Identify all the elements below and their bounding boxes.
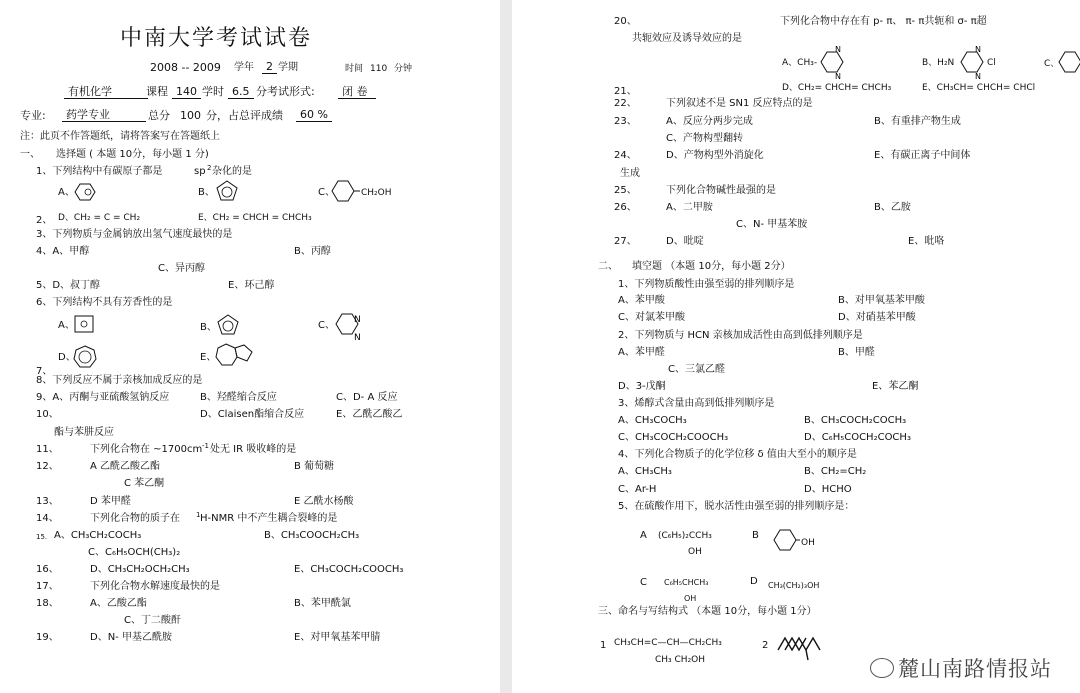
fill2-option-c: C、三氯乙醛: [668, 364, 725, 375]
q24-option-e: E、有碳正离子中间体: [874, 150, 971, 161]
q4-option-b: B、丙醇: [294, 246, 331, 257]
q11-stem: 下列化合物在 ~1700cm: [90, 444, 203, 455]
q25-stem: 下列化合物碱性最强的是: [666, 185, 776, 196]
section1-title: 选择题 ( 本题 10分，每小题 1 分): [56, 149, 209, 160]
q20-b-chloro: Cl: [987, 58, 996, 68]
q2-number: 2、: [36, 215, 53, 226]
fill3-option-a: A、CH₃COCH₃: [618, 415, 687, 426]
q20-a-n-bottom: N: [835, 72, 841, 81]
time-label: 时间: [345, 64, 364, 74]
q15-option-c: C、C₆H₅OCH(CH₃)₂: [88, 547, 181, 558]
total-label: 总分: [148, 109, 170, 122]
q14-sup: 1: [196, 511, 201, 519]
q23-option-c: C、产物构型翻转: [666, 133, 743, 144]
q21-number: 21、: [614, 86, 637, 97]
q23-option-b: B、有重排产物生成: [874, 116, 961, 127]
q14-stem: 下列化合物的质子在: [90, 513, 180, 524]
q20-option-e: E、CH₃CH= CHCH= CHCl: [922, 83, 1036, 93]
q18-option-c: C、丁二酸酐: [124, 615, 181, 626]
q9-option-a: 9、A、丙酮与亚硫酸氢钠反应: [36, 392, 170, 403]
q11-sup: -1: [202, 442, 209, 450]
naming1-formula: CH₃CH=C—CH—CH₂CH₃: [614, 638, 722, 648]
term-value: 2: [262, 61, 277, 74]
q18-number: 18、: [36, 598, 59, 609]
fill5-c-formula: C₆H₅CHCH₃: [664, 578, 709, 587]
cyclobutadiene-structure: [72, 314, 96, 334]
q20-option-b: B、H₂N: [922, 58, 955, 68]
exam-page-right: [512, 0, 1080, 693]
section3-title: 三、命名与写结构式 （本题 10分，每小题 1分）: [598, 606, 817, 617]
fill5-c-hydroxyl: OH: [684, 594, 697, 603]
wechat-icon: [870, 658, 894, 678]
q27-number: 27、: [614, 236, 637, 247]
q5-option-d: 5、D、叔丁醇: [36, 280, 101, 291]
naming2-number: 2: [762, 640, 769, 651]
exam-title: 中南大学考试试卷: [120, 26, 313, 51]
q1-option-a: A、: [58, 187, 75, 198]
fill1-stem: 1、下列物质酸性由强至弱的排列顺序是: [618, 279, 795, 290]
q6-option-a: A、: [58, 320, 75, 331]
cyclopentadienyl-anion-structure: [214, 178, 240, 204]
q16-option-d: D、CH₃CH₂OCH₂CH₃: [90, 564, 190, 575]
fill5-d-formula: CH₃(CH₂)₃OH: [768, 581, 820, 590]
q7-option-e: E、: [200, 352, 217, 363]
q22-number: 22、: [614, 98, 637, 109]
fill5-option-b: B: [752, 530, 759, 541]
answer-note: 注：此页不作答题纸，请将答案写在答题纸上: [20, 131, 220, 142]
q24-number: 24、: [614, 150, 637, 161]
q10-number: 10、: [36, 409, 59, 420]
section2-number: 二、: [598, 261, 618, 272]
q15-option-a: A、CH₃CH₂COCH₃: [54, 530, 142, 541]
q20-b-n-bottom: N: [975, 72, 981, 81]
fill1-option-c: C、对氯苯甲酸: [618, 312, 685, 323]
q20-a-n-top: N: [835, 45, 841, 54]
aminopyrimidine-ring: [958, 45, 986, 79]
q25-number: 25、: [614, 185, 637, 196]
fill5-a-formula: (C₆H₅)₂CCH₃: [658, 531, 712, 541]
naming1-substituents: CH₃ CH₂OH: [655, 655, 706, 665]
school-year: 2008 -- 2009: [150, 61, 221, 74]
benzene-ring-partial: [1057, 50, 1080, 76]
q23-number: 23、: [614, 116, 637, 127]
term-suffix: 学期: [278, 62, 298, 73]
fill3-option-c: C、CH₃COCH₂COOCH₃: [618, 432, 729, 443]
q18-option-a: A、乙酸乙酯: [90, 598, 147, 609]
q13-option-d: D 苯甲醛: [90, 496, 131, 507]
fill5-stem: 5、在硫酸作用下，脱水活性由强至弱的排列顺序是：: [618, 501, 855, 512]
q1-tail: 杂化的是: [212, 166, 252, 177]
q1-stem: 1、下列结构中有碳原子都是: [36, 166, 163, 177]
fill5-option-d: D: [750, 576, 758, 587]
fill1-option-d: D、对硝基苯甲酸: [838, 312, 916, 323]
q18-option-b: B、苯甲酰氯: [294, 598, 351, 609]
q11-number: 11、: [36, 444, 59, 455]
fill5-option-c: C: [640, 577, 647, 588]
q6-option-b: B、: [200, 322, 217, 333]
q7-option-d: D、: [58, 352, 76, 363]
fill2-option-e: E、苯乙酮: [872, 381, 919, 392]
q10-option-e: E、乙酰乙酸乙: [336, 409, 403, 420]
exam-form: 闭 卷: [338, 86, 376, 99]
fill2-option-a: A、苯甲醛: [618, 347, 665, 358]
hours-label: 学时: [202, 85, 224, 98]
q8-stem: 8、下列反应不属于亲核加成反应的是: [36, 375, 203, 386]
q24-continued: 生成: [620, 168, 640, 179]
q13-number: 13、: [36, 496, 59, 507]
fill4-option-b: B、CH₂=CH₂: [804, 466, 867, 477]
svg-text:N: N: [354, 315, 361, 325]
q20-option-a: A、CH₃-: [782, 58, 818, 68]
q10-option-d: D、Claisen酯缩合反应: [200, 409, 305, 420]
q19-option-d: D、N- 甲基乙酰胺: [90, 632, 172, 643]
q2-option-e: E、CH₂ = CHCH = CHCH₃: [198, 213, 312, 223]
fill1-option-b: B、对甲氧基苯甲酸: [838, 295, 925, 306]
time-unit: 分钟: [394, 64, 413, 74]
q12-option-a: A 乙酰乙酸乙酯: [90, 461, 161, 472]
cyclopentadienyl-ring-b: [214, 312, 242, 338]
q12-number: 12、: [36, 461, 59, 472]
q26-option-c: C、N- 甲基苯胺: [736, 219, 808, 230]
fill2-option-d: D、3-戊酮: [618, 381, 666, 392]
skeletal-alkane-structure: [776, 628, 836, 664]
fill3-stem: 3、烯醇式含量由高到低排列顺序是: [618, 398, 775, 409]
q15-number: 15.: [36, 533, 48, 541]
watermark-text: [870, 653, 1052, 683]
fill5-b-hydroxyl: OH: [801, 538, 815, 548]
term-label: 学年: [234, 62, 254, 73]
credits-label: 分考试形式:: [256, 85, 315, 98]
methylpyrimidine-ring: [818, 45, 846, 79]
fill5-option-a: A: [640, 530, 647, 541]
q22-stem: 下列叙述不是 SN1 反应特点的是: [666, 98, 813, 109]
q19-number: 19、: [36, 632, 59, 643]
q20-stem: 下列化合物中存在有 p- π、 π- π共轭和 σ- π超: [780, 16, 987, 27]
fill5-a-hydroxyl: OH: [688, 547, 702, 557]
q11-tail: 处无 IR 吸收峰的是: [210, 444, 297, 455]
q27-option-e: E、吡咯: [908, 236, 945, 247]
q20-continued: 共轭效应及诱导效应的是: [632, 33, 742, 44]
exam-page-left: [0, 0, 500, 693]
credits-value: 6.5: [228, 86, 254, 99]
q14-tail: H-NMR 中不产生耦合裂峰的是: [200, 513, 338, 524]
section2-title: 填空题 （本题 10分，每小题 2分）: [632, 261, 791, 272]
q16-number: 16、: [36, 564, 59, 575]
q6-stem: 6、下列结构不具有芳香性的是: [36, 297, 173, 308]
fill2-option-b: B、甲醛: [838, 347, 875, 358]
q10-continued: 酯与苯肼反应: [54, 427, 114, 438]
q7-number: 7、: [36, 366, 53, 377]
q20-number: 20、: [614, 16, 637, 27]
q14-number: 14、: [36, 513, 59, 524]
svg-text:N: N: [354, 333, 361, 343]
time-value: 110: [370, 64, 388, 74]
benzyl-alcohol-ring: [330, 179, 360, 203]
hours-value: 140: [172, 86, 201, 99]
watermark-label: 麓山南路情报站: [898, 657, 1052, 681]
fill1-option-a: A、苯甲酸: [618, 295, 665, 306]
cycloheptatrienyl-structure: [72, 344, 98, 370]
fill3-option-b: B、CH₃COCH₂COCH₃: [804, 415, 907, 426]
fill4-option-c: C、Ar-H: [618, 484, 657, 495]
q4-option-a: 4、A、甲醇: [36, 246, 90, 257]
percent-value: 60 %: [296, 109, 332, 122]
q26-option-b: B、乙胺: [874, 202, 911, 213]
q9-option-c: C、D- A 反应: [336, 392, 398, 403]
fill4-option-a: A、CH₃CH₃: [618, 466, 672, 477]
section1-number: 一、: [20, 149, 40, 160]
q13-option-e: E 乙酰水杨酸: [294, 496, 354, 507]
q9-option-b: B、羟醛缩合反应: [200, 392, 277, 403]
major-label: 专业:: [20, 109, 46, 122]
total-value: 100: [180, 109, 201, 122]
q1-c-group: CH₂OH: [361, 188, 392, 198]
naming1-number: 1: [600, 640, 607, 651]
q12-option-c: C 苯乙酮: [124, 478, 165, 489]
q24-option-d: D、产物构型外消旋化: [666, 150, 764, 161]
q26-number: 26、: [614, 202, 637, 213]
q16-option-e: E、CH₃COCH₂COOCH₃: [294, 564, 404, 575]
azulene-structure: [214, 342, 258, 370]
q1-sp: sp: [194, 166, 206, 177]
course-label: 课程: [146, 85, 168, 98]
fill4-option-d: D、HCHO: [804, 484, 852, 495]
q1-option-c: C、: [318, 187, 335, 198]
q6-option-c: C、: [318, 320, 335, 331]
q20-option-c: C、: [1044, 59, 1060, 69]
q17-stem: 下列化合物水解速度最快的是: [90, 581, 220, 592]
fill3-option-d: D、C₆H₅COCH₂COCH₃: [804, 432, 911, 443]
q4-option-c: C、异丙醇: [158, 263, 205, 274]
q1-sup: 2: [207, 164, 212, 172]
q1-option-b: B、: [198, 187, 215, 198]
total-unit: 分，占总评成绩: [206, 109, 283, 122]
cyclohexanol-ring: [772, 528, 802, 552]
q20-option-d: D、CH₂= CHCH= CHCH₃: [782, 83, 892, 93]
q19-option-e: E、对甲氧基苯甲腈: [294, 632, 381, 643]
q20-b-n-top: N: [975, 45, 981, 54]
fill2-stem: 2、下列物质与 HCN 亲核加成活性由高到低排列顺序是: [618, 330, 863, 341]
fill4-stem: 4、下列化合物质子的化学位移 δ 值由大至小的顺序是: [618, 449, 857, 460]
pyrimidine-structure: [334, 312, 364, 342]
q2-option-d: D、CH₂ = C = CH₂: [58, 213, 141, 223]
course-name: 有机化学: [64, 86, 148, 99]
q17-number: 17、: [36, 581, 59, 592]
q12-option-b: B 葡萄糖: [294, 461, 335, 472]
q26-option-a: A、二甲胺: [666, 202, 713, 213]
q27-option-d: D、吡啶: [666, 236, 704, 247]
major-value: 药学专业: [62, 109, 146, 122]
q23-option-a: A、反应分两步完成: [666, 116, 753, 127]
q5-option-e: E、环己醇: [228, 280, 275, 291]
q15-option-b: B、CH₃COOCH₂CH₃: [264, 530, 360, 541]
cyclopentadienyl-cation-structure: [72, 180, 98, 204]
q3-stem: 3、下列物质与金属钠放出氢气速度最快的是: [36, 229, 233, 240]
